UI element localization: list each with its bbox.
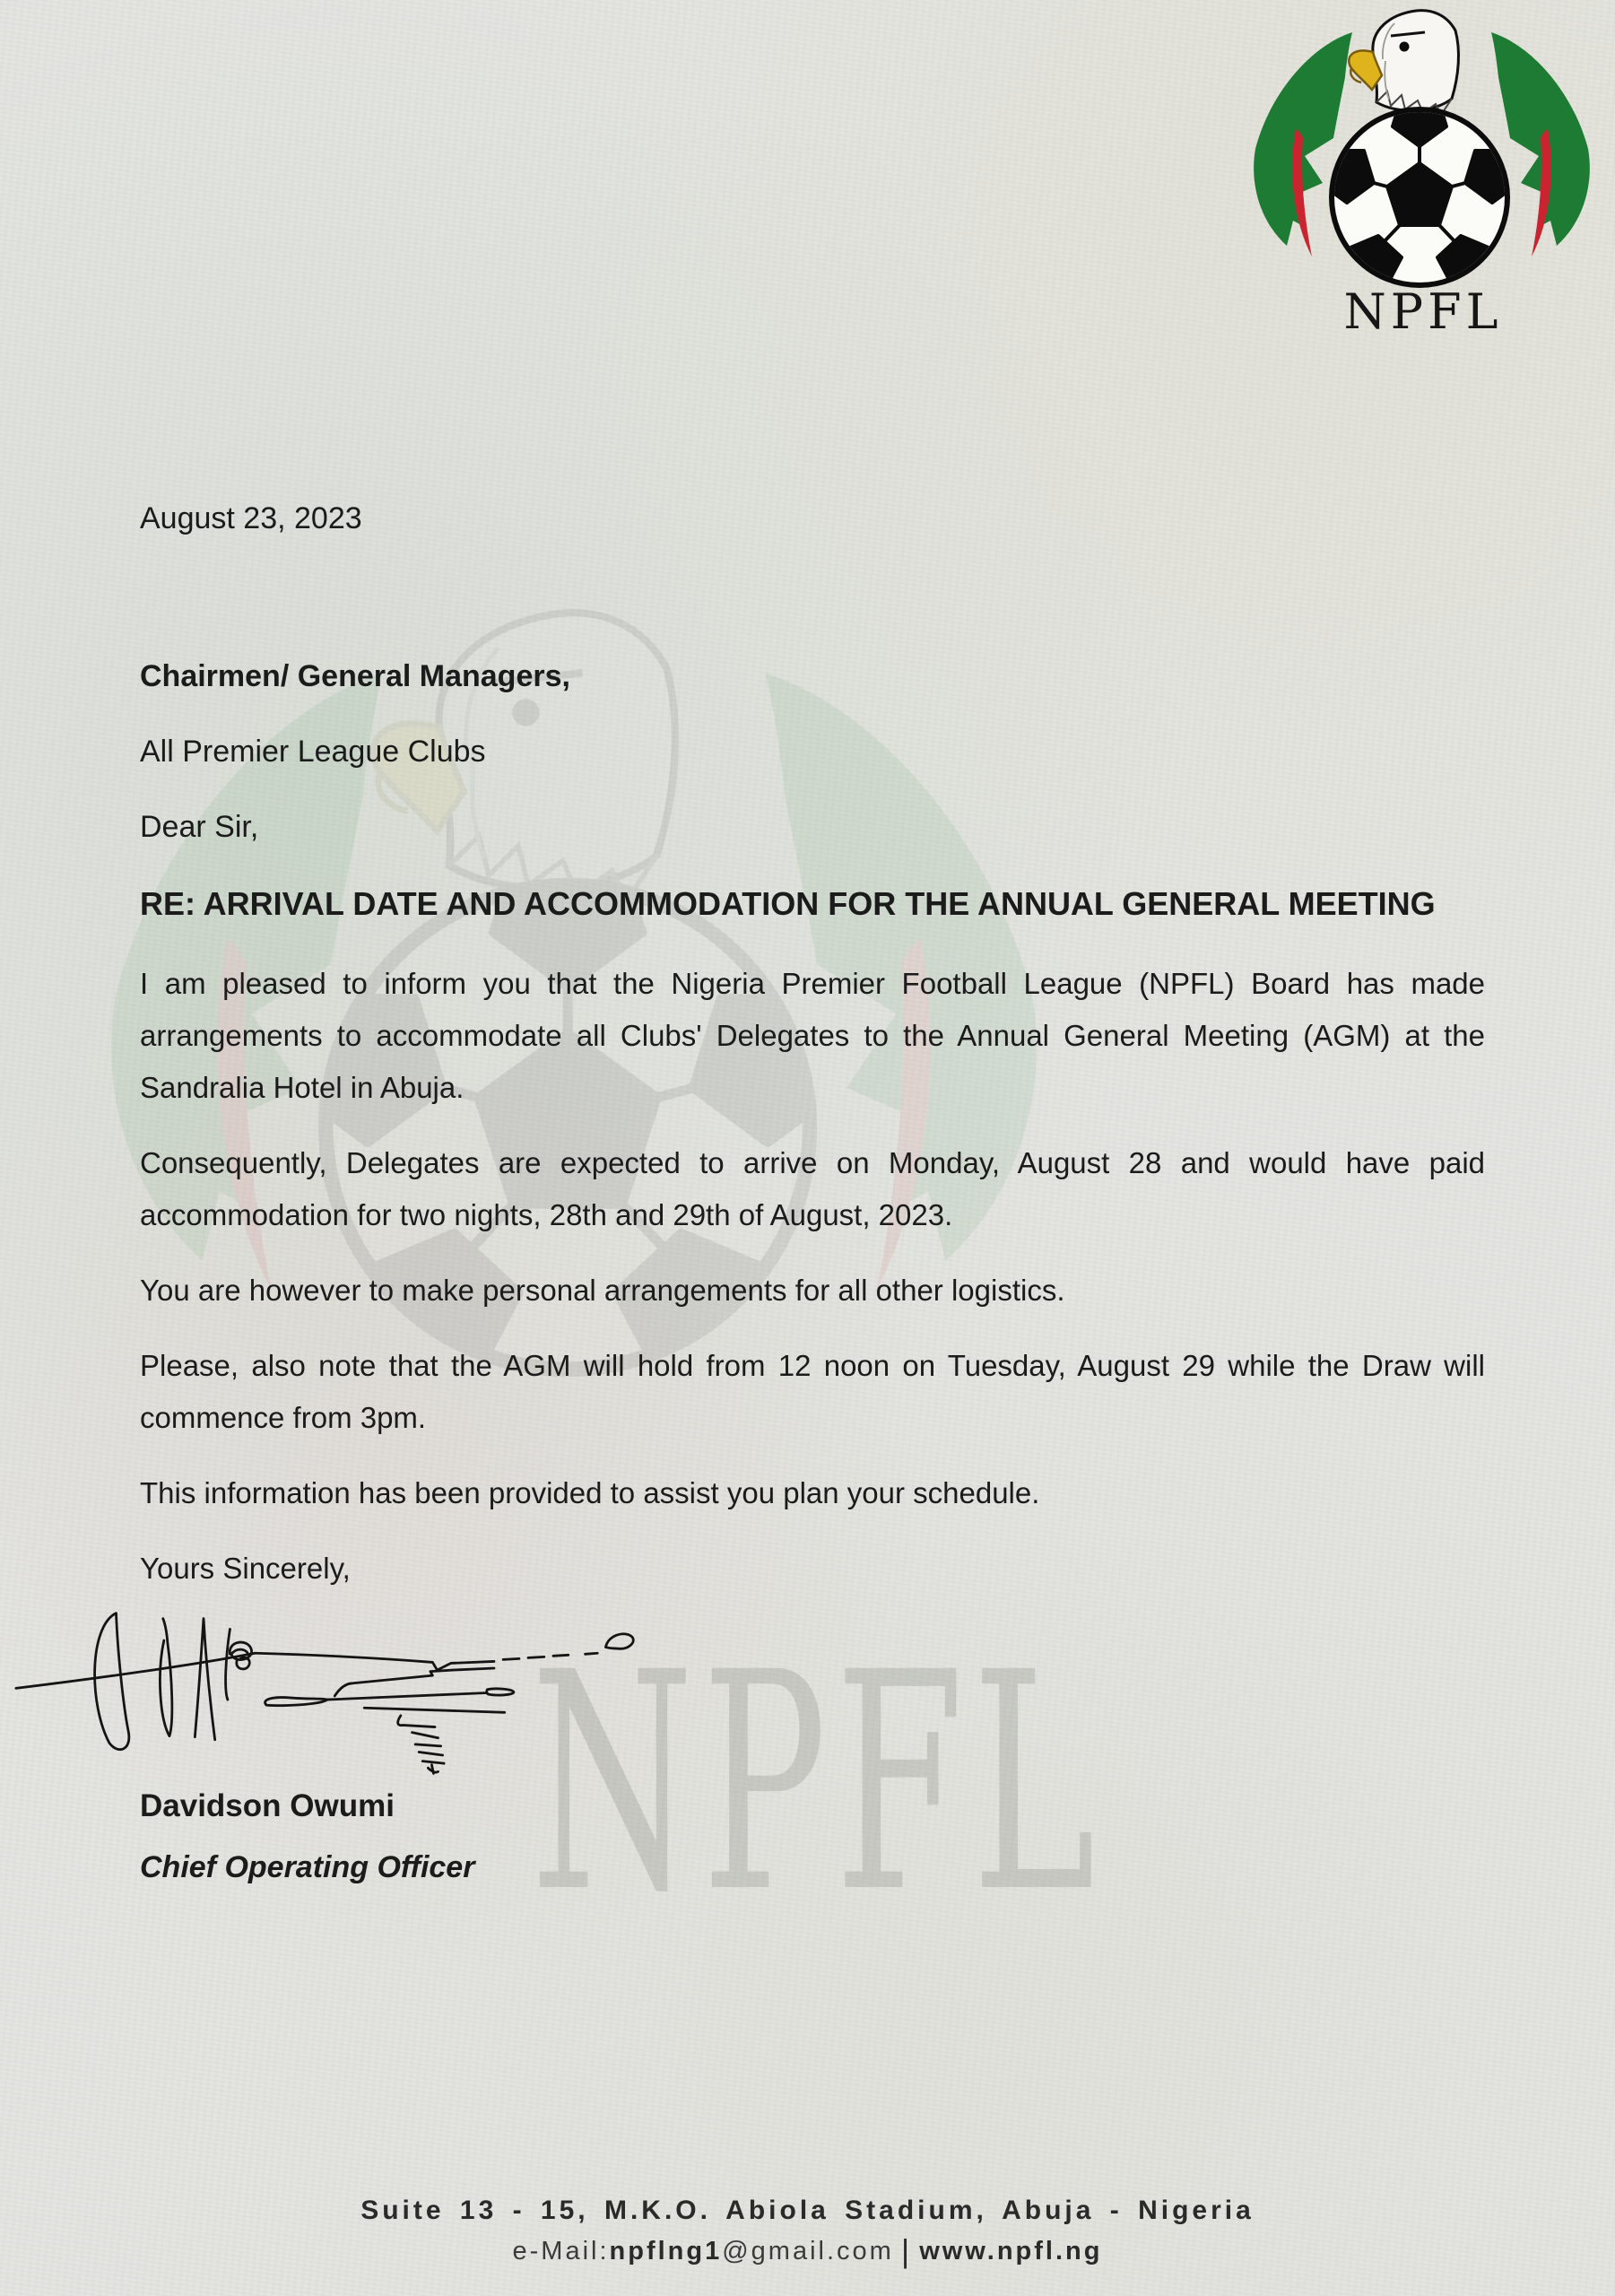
recipient-line-2: All Premier League Clubs — [140, 735, 486, 769]
signature-graphic — [0, 1586, 699, 1805]
footer-contact — [0, 2231, 1615, 2269]
npfl-crest-logo — [1249, 7, 1594, 341]
crest-wordmark: NPFL — [1343, 283, 1503, 340]
signatory-block — [140, 1787, 474, 1887]
watermark-text: NPFL — [531, 1609, 1104, 1959]
body-paragraph: Consequently, Delegates are expected to arrive on Monday, August 28 and would have paid accommodation for two nights, 28th and 29th of August, 2023. — [140, 1146, 1485, 1231]
email-label: e-Mail: — [512, 2237, 610, 2266]
subject-line: RE: ARRIVAL DATE AND ACCOMMODATION FOR THE ANNUAL GENERAL MEETING — [140, 885, 1436, 922]
signatory-name: Davidson Owumi — [140, 1788, 395, 1823]
body-paragraph: Please, also note that the AGM will hold from 12 noon on Tuesday, August 29 while the Draw will commence from 3pm. — [140, 1349, 1485, 1434]
letter-body — [140, 499, 1485, 1595]
email-user: npflng1 — [609, 2237, 723, 2266]
footer-address: Suite 13 - 15, M.K.O. Abiola Stadium, Abuja - Nigeria — [360, 2196, 1255, 2225]
website-text: www.npfl.ng — [919, 2237, 1103, 2266]
signatory-title: Chief Operating Officer — [140, 1850, 475, 1884]
salutation: Dear Sir, — [140, 810, 259, 844]
closing-text: Yours Sincerely, — [140, 1552, 351, 1585]
body-paragraph: This information has been provided to assist you plan your schedule. — [140, 1476, 1040, 1509]
separator-bar: | — [900, 2232, 913, 2269]
body-paragraph: I am pleased to inform you that the Nigeria Premier Football League (NPFL) Board has made arrangements to accommodate all Clubs' Delegates to the Annual General Meeting (AGM) at the Sandralia Hotel in Abuja. — [140, 967, 1485, 1104]
email-domain: @gmail.com — [722, 2237, 894, 2266]
letter-footer — [0, 2191, 1615, 2269]
body-paragraph: You are however to make personal arrangements for all other logistics. — [140, 1274, 1065, 1307]
date-text: August 23, 2023 — [140, 501, 362, 535]
recipient-line-1: Chairmen/ General Managers, — [140, 659, 570, 693]
